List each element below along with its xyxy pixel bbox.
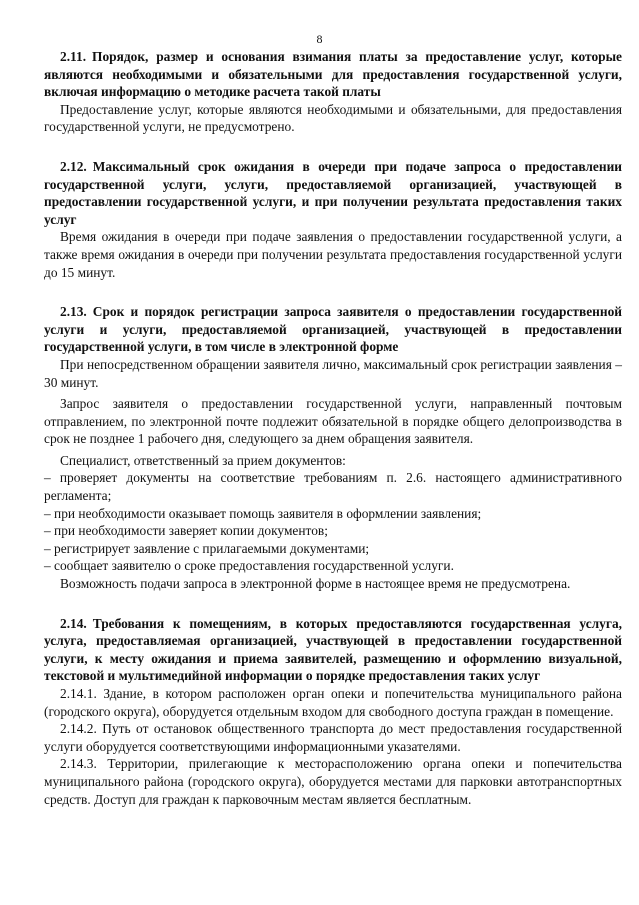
paragraph	[44, 755, 622, 808]
section-title: Максимальный срок ожидания в очереди при подаче запроса о предоставлении государственной услуги, услуги, предоставляемой организацией, участвующей в предоставлении государственной услуги, и при получении результата предоставления таких услуг	[44, 158, 622, 227]
page-number: 8	[316, 32, 323, 46]
list-item: – при необходимости оказывает помощь заявителя в оформлении заявления;	[44, 505, 482, 521]
section-2-11	[44, 48, 622, 136]
paragraph-text: Время ожидания в очереди при подаче заявления о предоставлении государственной услуги, а также время ожидания в очереди при получении результата предоставления государственной услуги до 15 минут.	[44, 229, 622, 280]
section-number: 2.14.	[60, 615, 87, 631]
list-item: – при необходимости заверяет копии документов;	[44, 523, 328, 539]
section-title: Срок и порядок регистрации запроса заявителя о предоставлении государственной услуги и услуги, предоставляемой организацией, участвующей в предоставлении государственной услуги, в том числе в электронной форме	[44, 304, 622, 355]
paragraph	[44, 575, 622, 593]
paragraph	[44, 395, 622, 448]
section-2-13	[44, 303, 622, 593]
list-item: – сообщает заявителю о сроке предоставления государственной услуги.	[44, 558, 454, 574]
section-heading	[44, 615, 622, 685]
paragraph-text: Запрос заявителя о предоставлении государственной услуги, направленный почтовым отправлением, по электронной почте подлежит обязательной в порядке общего делопроизводства в срок не позднее 1 рабочего дня, следующего за днем обращения заявителя.	[44, 396, 622, 447]
section-2-12	[44, 158, 622, 281]
section-number: 2.11.	[60, 49, 87, 64]
paragraph-text: Предоставление услуг, которые являются необходимыми и обязательными, для предоставления государственной услуги, не предусмотрено.	[44, 101, 622, 135]
paragraph-text: При непосредственном обращении заявителя лично, максимальный срок регистрации заявления – 30 минут.	[44, 356, 622, 390]
document-body	[44, 48, 622, 808]
section-2-14	[44, 615, 622, 809]
section-title: Требования к помещениям, в которых предоставляются государственная услуга, услуга, предоставляемая организацией, участвующей в предоставлении государственной услуги, к месту ожидания и приема заявителей, размещению и оформлению визуальной, текстовой и мультимедийной информации о порядке предоставления таких услуг	[44, 615, 622, 684]
section-heading	[44, 303, 622, 356]
paragraph	[44, 356, 622, 391]
paragraph-text: 2.14.1. Здание, в котором расположен орган опеки и попечительства муниципального района (городского округа), оборудуется отдельным входом для свободного доступа граждан в помещение.	[44, 686, 622, 719]
paragraph-text: 2.14.2. Путь от остановок общественного транспорта до мест предоставления государственной услуги оборудуется соответствующими информационными указателями.	[44, 721, 622, 754]
section-number: 2.12.	[60, 158, 87, 174]
section-title: Порядок, размер и основания взимания платы за предоставление услуг, которые являются необходимыми и обязательными для предоставления государственной услуги, включая информацию о методике расчета такой платы	[44, 49, 622, 100]
paragraph	[44, 101, 622, 136]
section-heading	[44, 158, 622, 228]
paragraph	[44, 685, 622, 720]
paragraph	[44, 228, 622, 281]
list-item: – проверяет документы на соответствие требованиям п. 2.6. настоящего административного регламента;	[44, 470, 622, 504]
section-heading	[44, 48, 622, 101]
paragraph-text: 2.14.3. Территории, прилегающие к месторасположению органа опеки и попечительства муниципального района (городского округа), оборудуется местами для парковки автотранспортных средств. Доступ для граждан к парковочным местам является бесплатным.	[44, 756, 622, 807]
list-item: – регистрирует заявление с прилагаемыми документами;	[44, 540, 370, 556]
section-number: 2.13.	[60, 304, 87, 320]
paragraph-text: Специалист, ответственный за прием документов:	[60, 452, 346, 468]
paragraph-text: Возможность подачи запроса в электронной форме в настоящее время не предусмотрена.	[60, 576, 571, 592]
paragraph	[44, 720, 622, 755]
paragraph	[44, 452, 622, 470]
